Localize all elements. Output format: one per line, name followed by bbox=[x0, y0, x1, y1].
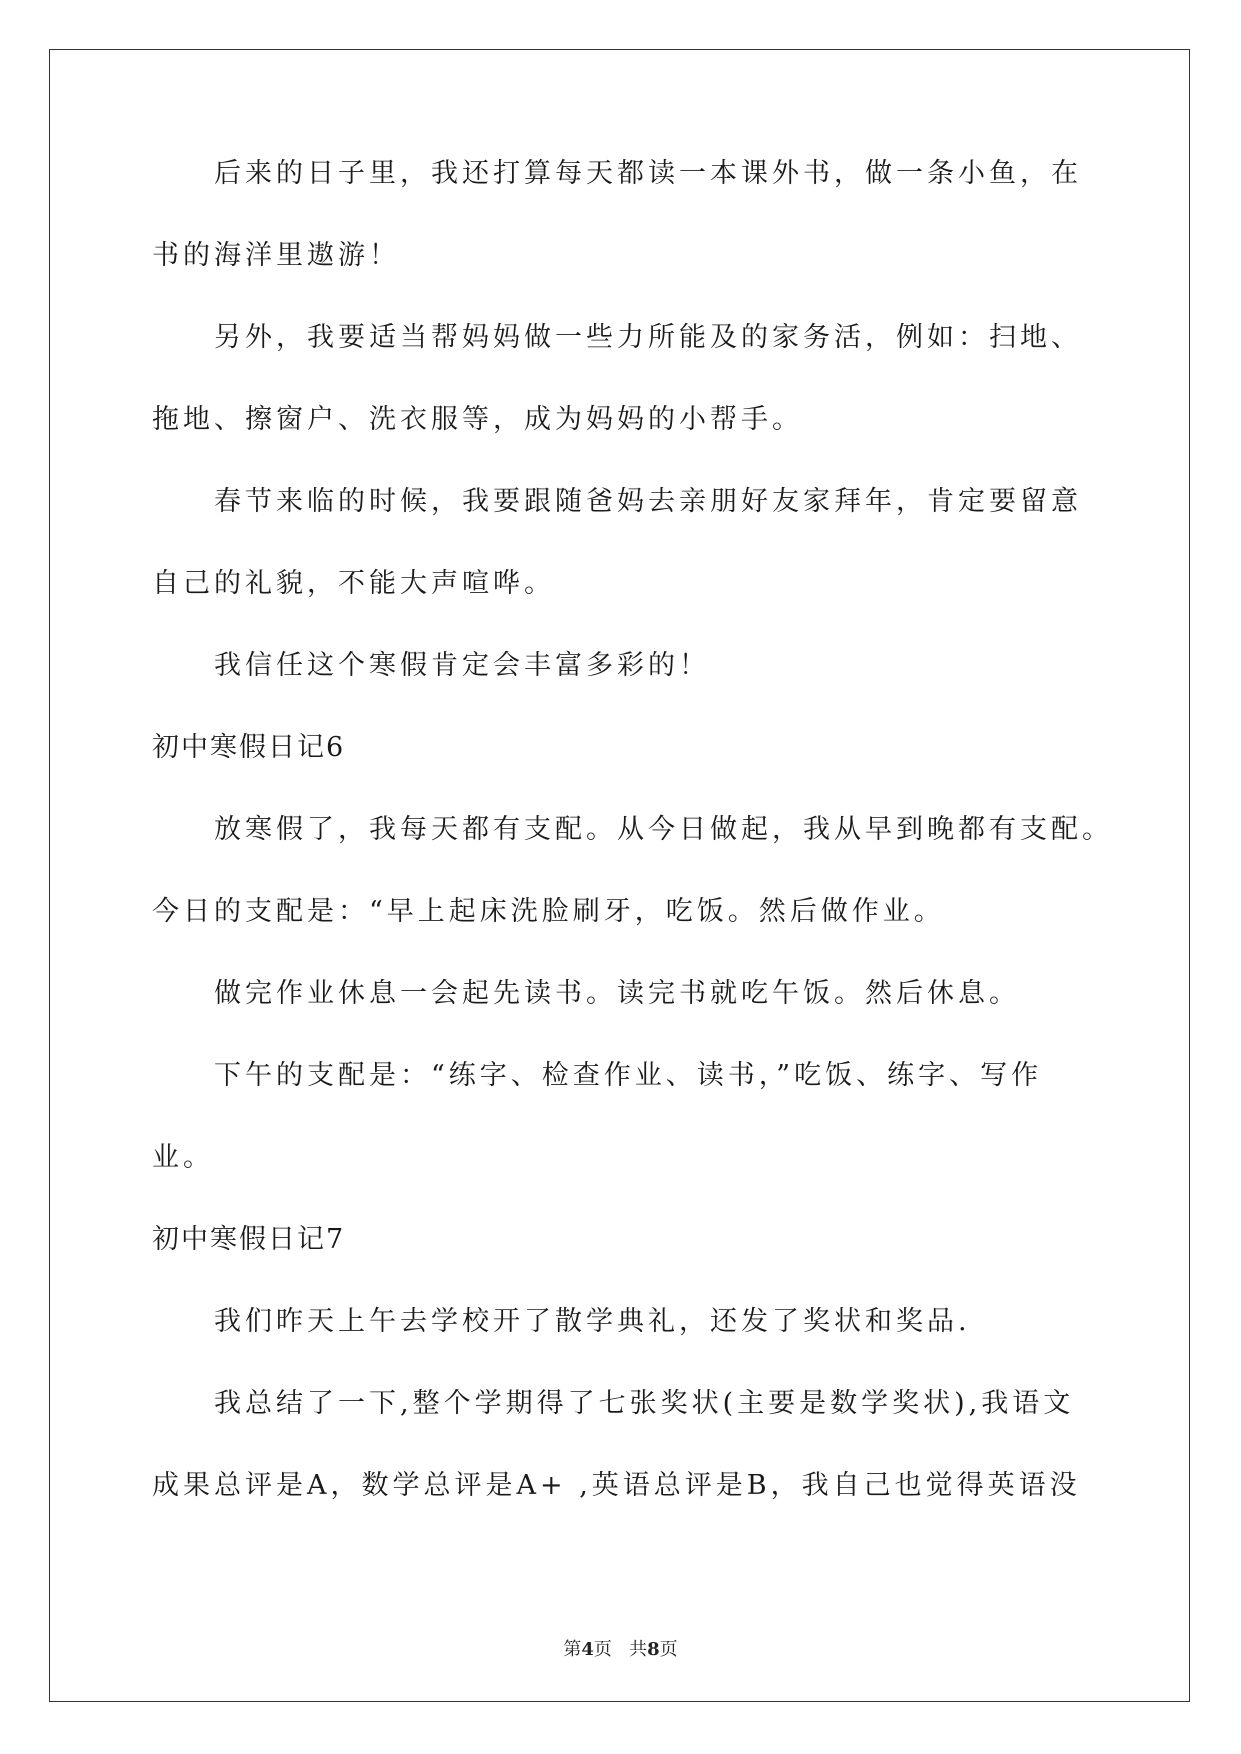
section-heading: 初中寒假日记6 bbox=[152, 732, 346, 763]
paragraph-line: 我总结了一下,整个学期得了七张奖状(主要是数学奖状),我语文 bbox=[214, 1388, 1075, 1419]
paragraph-line: 做完作业休息一会起先读书。读完书就吃午饭。然后休息。 bbox=[214, 978, 1020, 1009]
footer-mid: 页 共 bbox=[593, 1639, 648, 1660]
paragraph-line: 书的海洋里遨游！ bbox=[152, 240, 400, 271]
paragraph-line: 我信任这个寒假肯定会丰富多彩的！ bbox=[214, 650, 710, 681]
total-page-number: 8 bbox=[647, 1639, 660, 1660]
footer-prefix: 第 bbox=[563, 1639, 582, 1660]
page-footer bbox=[0, 1635, 1241, 1661]
section-heading: 初中寒假日记7 bbox=[152, 1224, 346, 1255]
paragraph-line: 我们昨天上午去学校开了散学典礼，还发了奖状和奖品. bbox=[214, 1306, 971, 1337]
paragraph-line: 拖地、擦窗户、洗衣服等，成为妈妈的小帮手。 bbox=[152, 404, 803, 435]
paragraph-line: 后来的日子里，我还打算每天都读一本课外书，做一条小鱼，在 bbox=[214, 158, 1082, 189]
document-body bbox=[152, 158, 1113, 1554]
paragraph-line: 春节来临的时候，我要跟随爸妈去亲朋好友家拜年，肯定要留意 bbox=[214, 486, 1082, 517]
paragraph-line: 业。 bbox=[152, 1142, 214, 1173]
paragraph-line: 放寒假了，我每天都有支配。从今日做起，我从早到晚都有支配。 bbox=[214, 814, 1113, 845]
paragraph-line: 成果总评是A，数学总评是A+ ,英语总评是B，我自己也觉得英语没 bbox=[152, 1470, 1081, 1501]
footer-suffix: 页 bbox=[659, 1639, 678, 1660]
paragraph-line: 另外，我要适当帮妈妈做一些力所能及的家务活，例如：扫地、 bbox=[214, 322, 1082, 353]
paragraph-line: 自己的礼貌，不能大声喧哗。 bbox=[152, 568, 555, 599]
current-page-number: 4 bbox=[581, 1639, 594, 1660]
paragraph-line: 下午的支配是：“练字、检查作业、读书，”吃饭、练字、写作 bbox=[214, 1060, 1043, 1091]
paragraph-line: 今日的支配是：“早上起床洗脸刷牙，吃饭。然后做作业。 bbox=[152, 896, 945, 927]
